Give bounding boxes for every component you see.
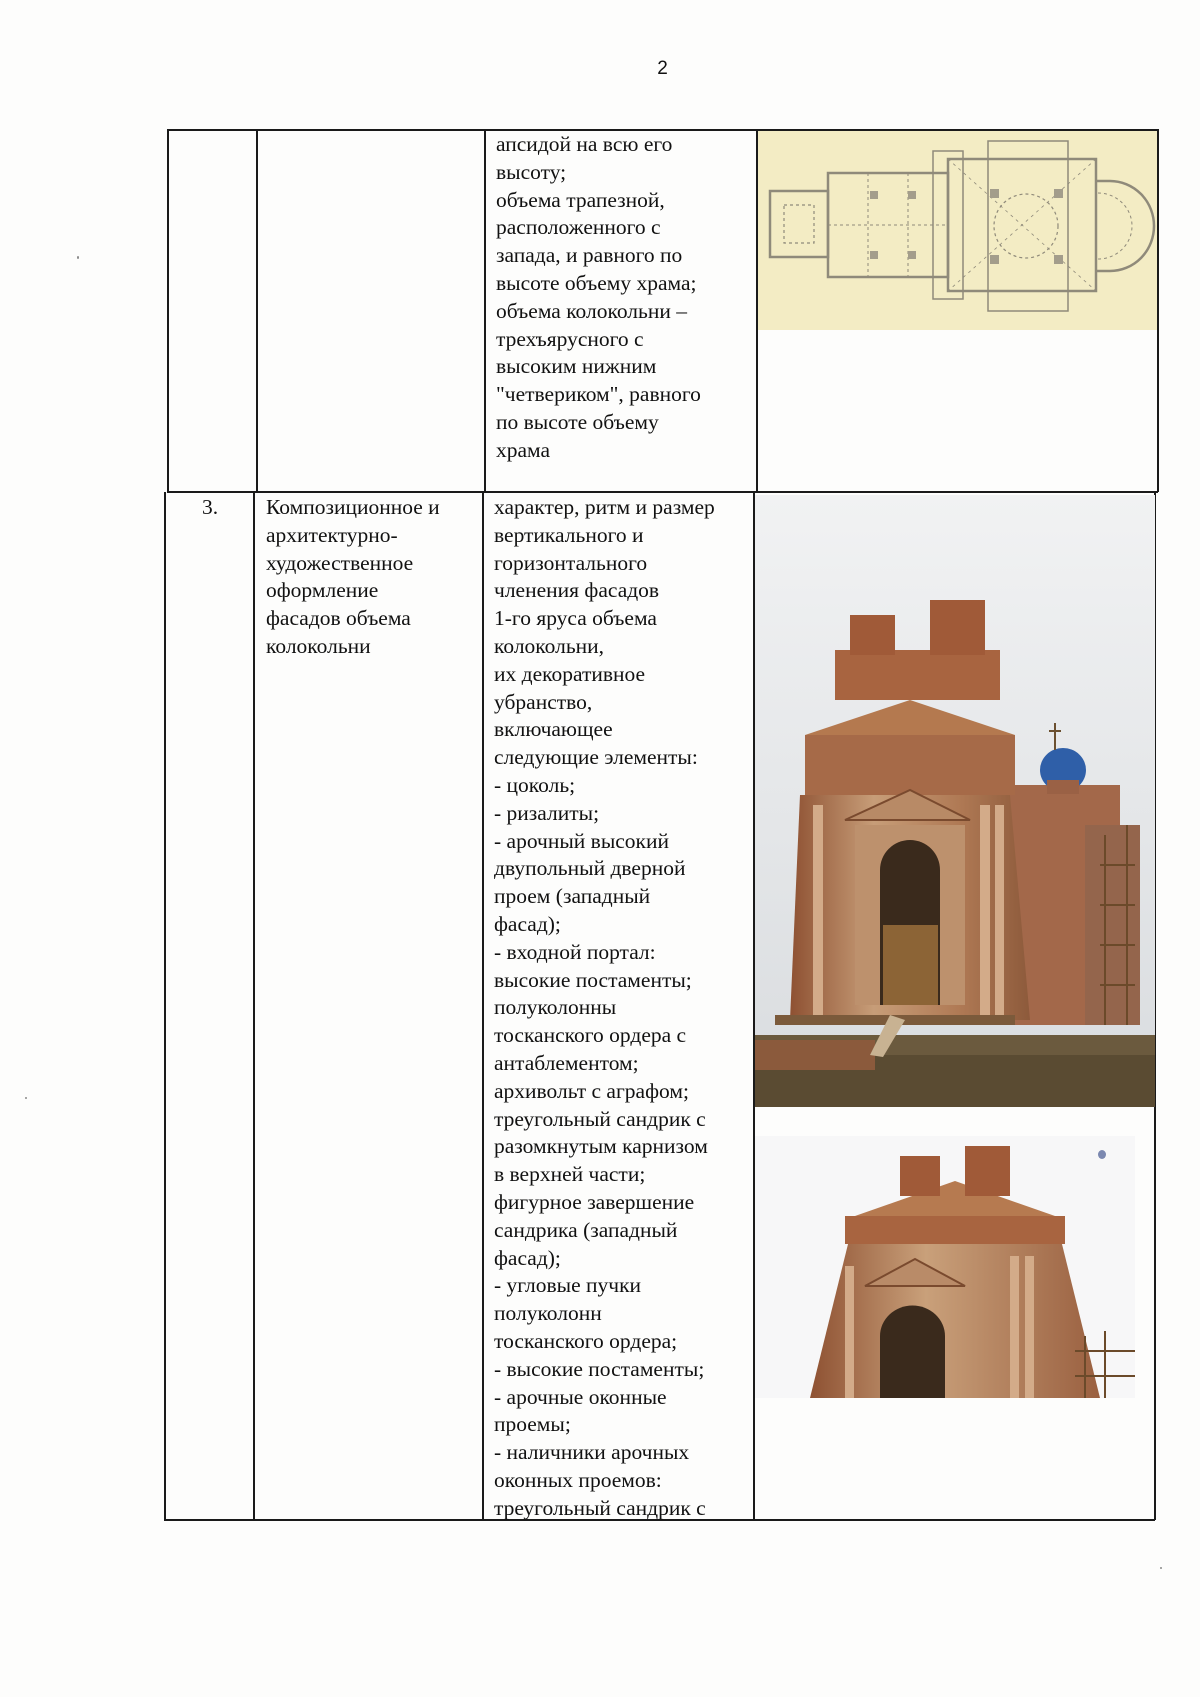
scan-speck [77, 256, 79, 259]
bell-tower-photo-full [755, 495, 1155, 1107]
table-border-left-r2 [164, 492, 166, 1520]
page-number: 2 [657, 58, 668, 79]
bell-tower-photo-upper [755, 1136, 1135, 1398]
col-divider-1-r2 [253, 492, 255, 1520]
row1-description-cell: апсидой на всю его высоту; объема трапезной, расположенного с запада, и равного по высоте объему храма; объема колокольни – трехъярусного с высоким нижним "четвериком", равного по высоте объему храма [496, 132, 701, 462]
scan-speck [1160, 1567, 1162, 1569]
row2-element-cell: Композиционное и архитектурно- художественное оформление фасадов объема колокольни [266, 495, 440, 658]
col-divider-2-r2 [482, 492, 484, 1520]
row2-number-cell: 3. [202, 495, 219, 519]
table-border-right-r1 [1157, 129, 1159, 492]
scan-speck [1098, 1150, 1106, 1159]
table-border-left-r1 [167, 129, 169, 492]
church-floor-plan-image [758, 131, 1157, 330]
scan-speck [25, 1097, 27, 1099]
table-row-divider [167, 491, 1158, 493]
col-divider-2-r1 [484, 129, 486, 492]
col-divider-1-r1 [256, 129, 258, 492]
row2-description-cell: характер, ритм и размер вертикального и горизонтального членения фасадов 1-го яруса объема колокольни, их декоративное убранство, включающее следующие элементы: - цоколь; - ризалиты; - арочный высокий двупольный дверной проем (западный фасад); - входной портал: высокие постаменты; полуколонны тосканского ордера с антаблементом; архивольт с аграфом; треугольный сандрик с разомкнутым карнизом в верхней части; фигурное завершение сандрика (западный фасад); - угловые пучки полуколонн тосканского ордера; - высокие постаменты; - арочные оконные проемы; - наличники арочных оконных проемов: треугольный сандрик с [494, 495, 715, 1520]
